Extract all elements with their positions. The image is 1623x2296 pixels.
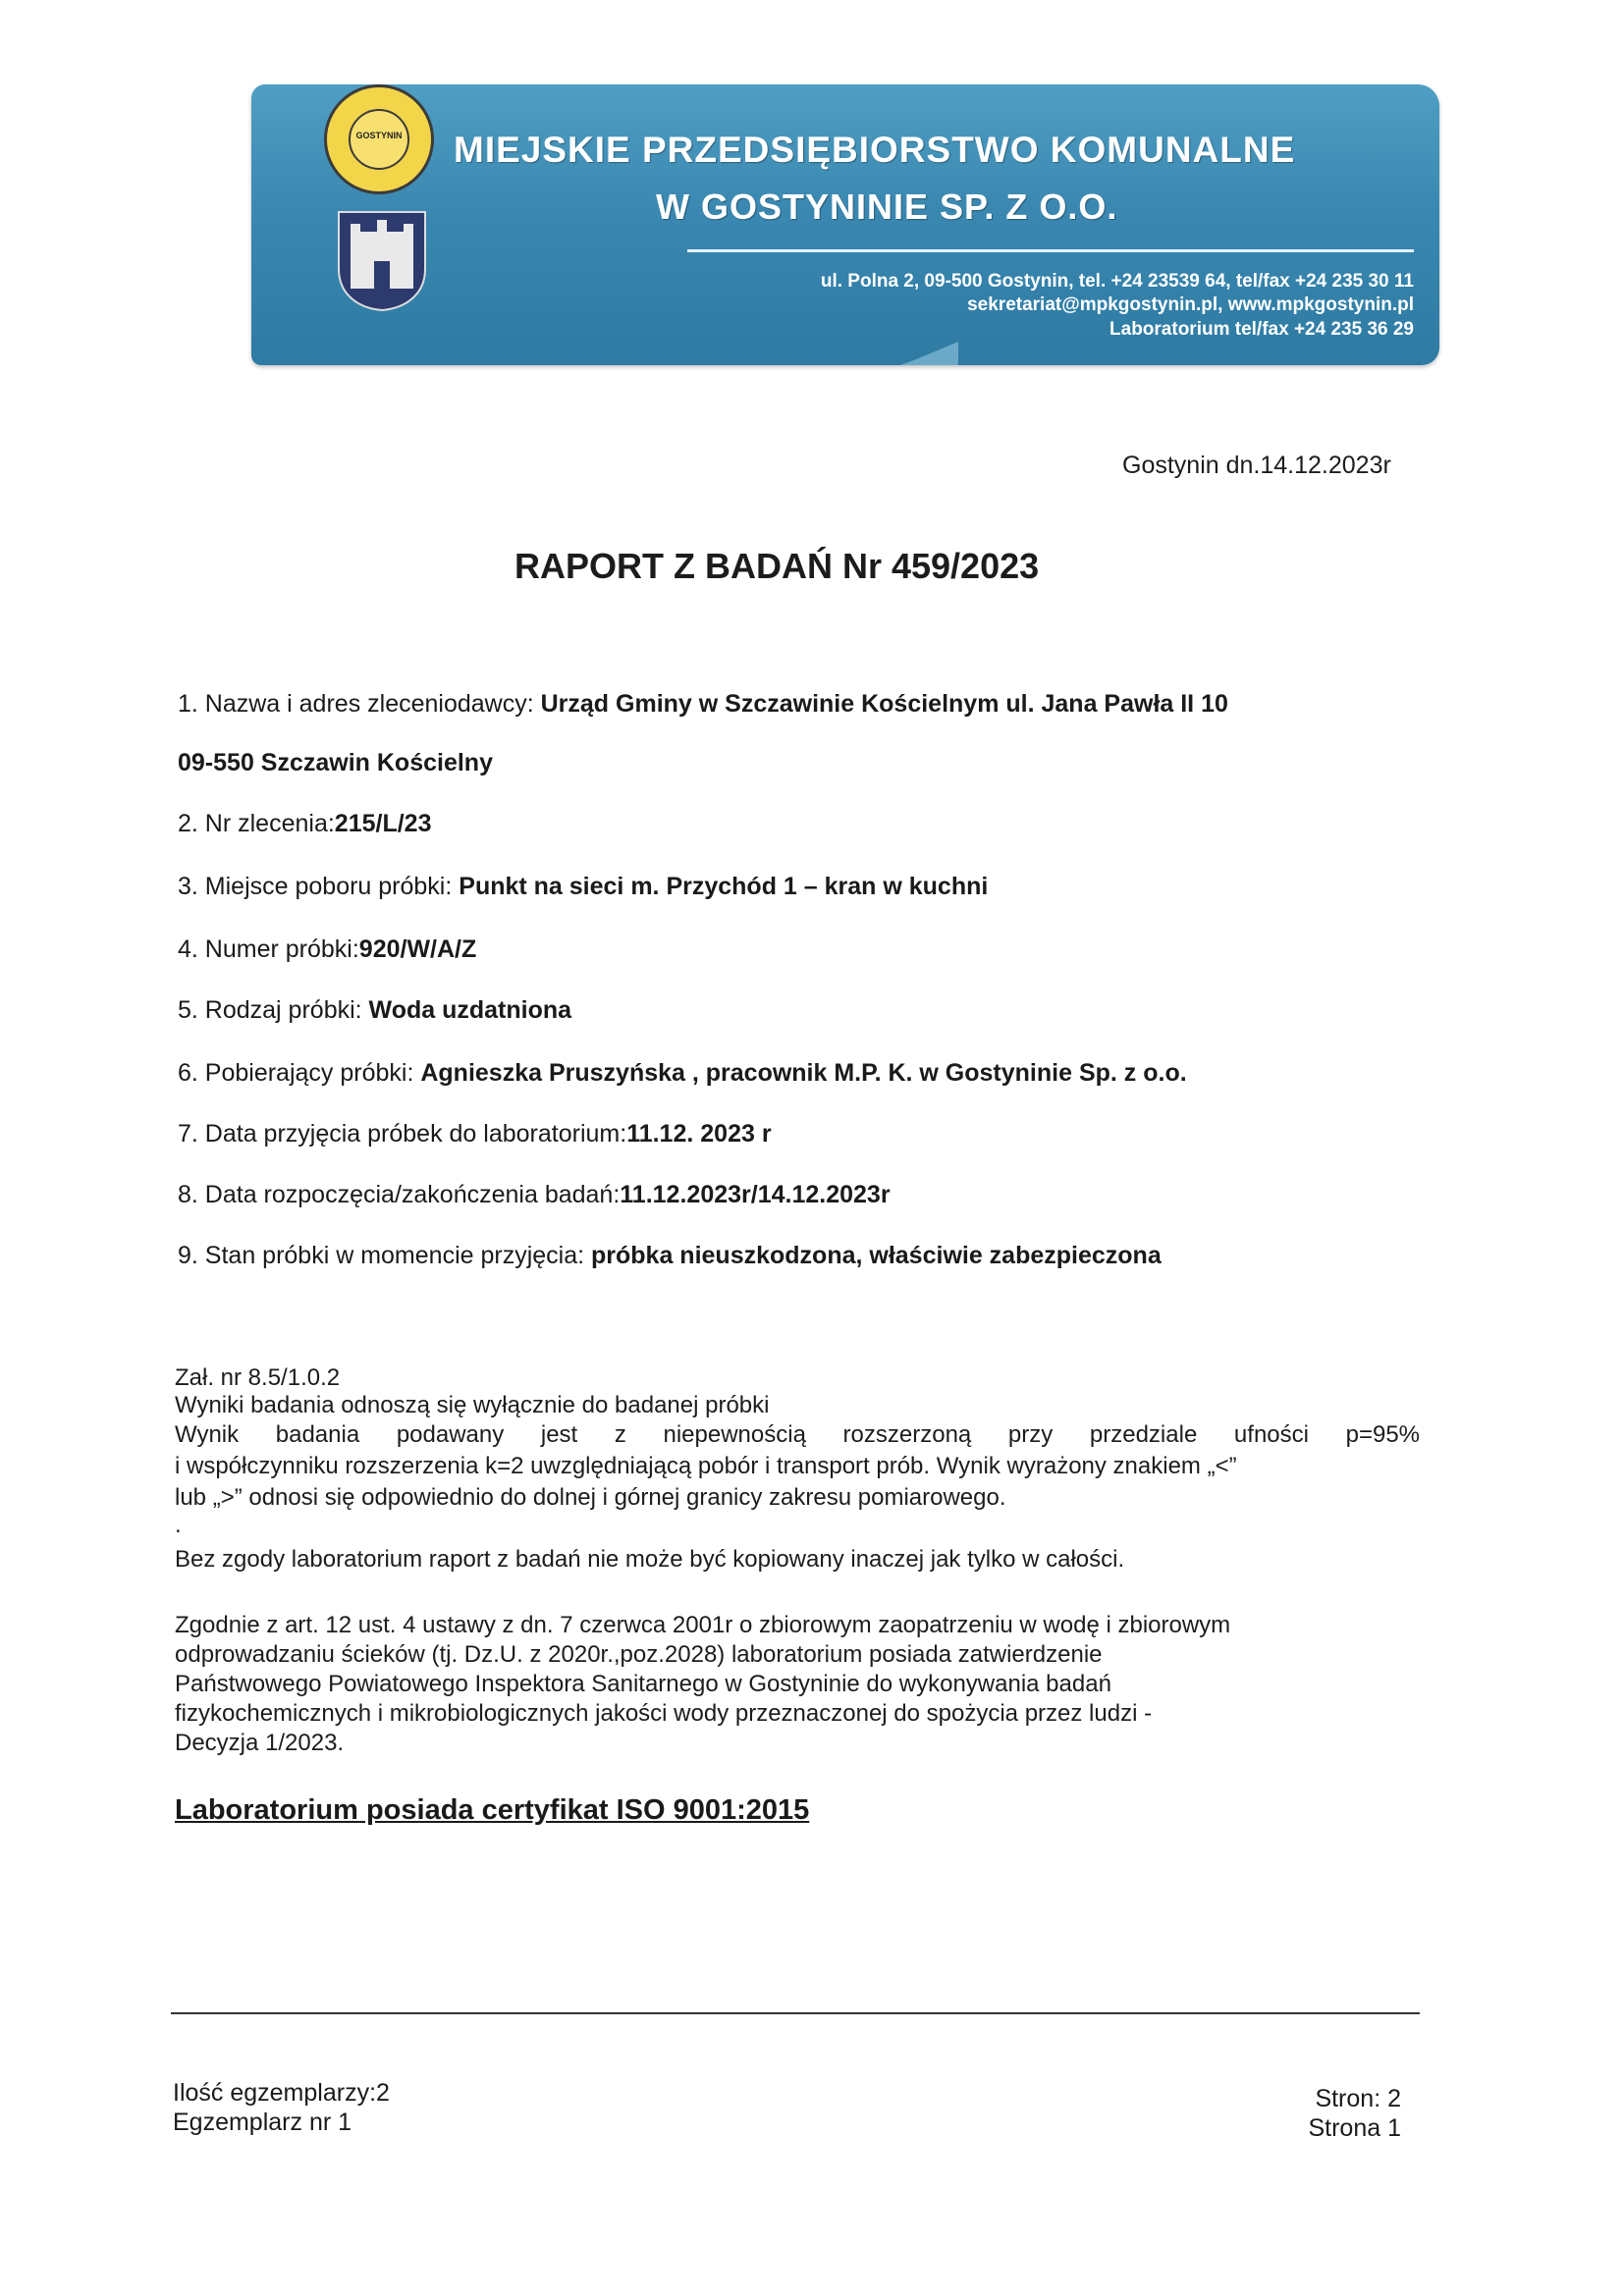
item-sampling-place: 3. Miejsce poboru próbki: Punkt na sieci m. Przychód 1 – kran w kuchni bbox=[178, 873, 989, 900]
item-sampler: 6. Pobierający próbki: Agnieszka Pruszyńska , pracownik M.P. K. w Gostyninie Sp. z o.o. bbox=[178, 1059, 1187, 1087]
note-uncertainty-cont: i współczynniku rozszerzenia k=2 uwzględniającą pobór i transport prób. Wynik wyrażony znakiem „<” bbox=[175, 1453, 1237, 1479]
legal-line2: odprowadzaniu ścieków (tj. Dz.U. z 2020r.,poz.2028) laboratorium posiada zatwierdzenie bbox=[175, 1641, 1103, 1668]
item-client: 1. Nazwa i adres zleceniodawcy: Urząd Gminy w Szczawinie Kościelnym ul. Jana Pawła II 10 bbox=[178, 690, 1228, 718]
item-order-number: 2. Nr zlecenia:215/L/23 bbox=[178, 810, 432, 837]
item-sample-condition: 9. Stan próbki w momencie przyjęcia: próbka nieuszkodzona, właściwie zabezpieczona bbox=[178, 1242, 1162, 1269]
item-test-dates: 8. Data rozpoczęcia/zakończenia badań:11.12.2023r/14.12.2023r bbox=[178, 1181, 891, 1208]
attachment-number: Zał. nr 8.5/1.0.2 bbox=[175, 1364, 341, 1391]
note-dot: . bbox=[175, 1512, 182, 1538]
seal-text: GOSTYNIN bbox=[355, 131, 403, 140]
footer-divider bbox=[171, 2012, 1420, 2014]
note-copy-restriction: Bez zgody laboratorium raport z badań nie może być kopiowany inaczej jak tylko w całości. bbox=[175, 1546, 1125, 1573]
page-count: Stron: 2 bbox=[1315, 2085, 1401, 2112]
coat-of-arms-icon bbox=[337, 210, 427, 312]
item-client-address: 09-550 Szczawin Kościelny bbox=[178, 749, 493, 776]
legal-line3: Państwowego Powiatowego Inspektora Sanitarnego w Gostyninie do wykonywania badań bbox=[175, 1671, 1111, 1697]
contact-address: ul. Polna 2, 09-500 Gostynin, tel. +24 23539 64, tel/fax +24 235 30 11 bbox=[820, 271, 1414, 292]
item-sample-number: 4. Numer próbki:920/W/A/Z bbox=[178, 935, 477, 963]
company-name-line2: W GOSTYNINIE SP. Z O.O. bbox=[656, 187, 1118, 227]
document-date: Gostynin dn.14.12.2023r bbox=[1122, 452, 1391, 479]
company-name-line1: MIEJSKIE PRZEDSIĘBIORSTWO KOMUNALNE bbox=[454, 130, 1296, 170]
company-seal-logo bbox=[324, 84, 434, 194]
banner-divider bbox=[687, 249, 1414, 252]
contact-email-web: sekretariat@mpkgostynin.pl, www.mpkgostynin.pl bbox=[967, 294, 1414, 315]
note-results-scope: Wyniki badania odnoszą się wyłącznie do badanej próbki bbox=[175, 1392, 770, 1418]
item-receipt-date: 7. Data przyjęcia próbek do laboratorium:11.12. 2023 r bbox=[178, 1120, 772, 1148]
note-uncertainty: Wynik badania podawany jest z niepewnością rozszerzoną przy przedziale ufności p=95% bbox=[175, 1421, 1420, 1448]
water-splash-graphic bbox=[448, 312, 958, 365]
page-number: Strona 1 bbox=[1308, 2114, 1401, 2142]
report-title: RAPORT Z BADAŃ Nr 459/2023 bbox=[514, 546, 1040, 586]
legal-line4: fizykochemicznych i mikrobiologicznych jakości wody przeznaczonej do spożycia przez ludzi - bbox=[175, 1700, 1153, 1727]
legal-line5: Decyzja 1/2023. bbox=[175, 1730, 345, 1756]
copy-number: Egzemplarz nr 1 bbox=[173, 2109, 352, 2136]
copies-count: Ilość egzemplarzy:2 bbox=[173, 2079, 390, 2107]
note-range: lub „>” odnosi się odpowiednio do dolnej i górnej granicy zakresu pomiarowego. bbox=[175, 1484, 1006, 1511]
iso-certificate-statement: Laboratorium posiada certyfikat ISO 9001:2015 bbox=[175, 1794, 810, 1826]
legal-line1: Zgodnie z art. 12 ust. 4 ustawy z dn. 7 czerwca 2001r o zbiorowym zaopatrzeniu w wodę i zbiorowym bbox=[175, 1612, 1231, 1638]
item-sample-type: 5. Rodzaj próbki: Woda uzdatniona bbox=[178, 996, 572, 1024]
contact-laboratory: Laboratorium tel/fax +24 235 36 29 bbox=[1109, 319, 1414, 340]
